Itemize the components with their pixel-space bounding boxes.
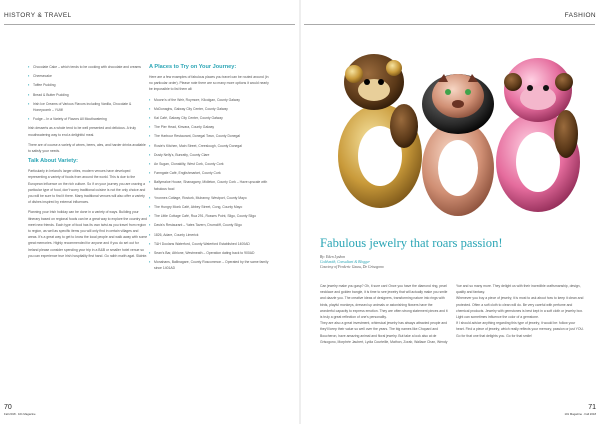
page-number: 71 xyxy=(588,404,596,411)
page-number-right xyxy=(564,404,596,416)
list-item: ▪ Chocolate Cake – which tends to be cooking with chocolate and creams xyxy=(28,64,148,70)
list-item: ▪ Farmgate Café, Englishmarket, County Cork xyxy=(149,170,269,176)
list-item: ▪ Ballymaloe House, Shanagarry, Midleton, County Cork – Have upscale with fabulous food xyxy=(149,179,269,191)
list-item: ▪ Dusty Nelly's, Bunratty, County Clare xyxy=(149,152,269,158)
page-number: 70 xyxy=(4,404,12,411)
list-item: ▪ Toffee Pudding xyxy=(28,82,148,88)
left-column-1 xyxy=(28,64,148,263)
dessert-list xyxy=(28,64,148,122)
publication-line: Fall 2018 · 101 Magazine xyxy=(4,412,36,416)
subheading-places: A Places to Try on Your Journey: xyxy=(149,64,237,70)
list-item: ▪ Bread & Butter Pudding xyxy=(28,92,148,98)
right-column-1: Can jewelry make you gasp? Oh, it sure can! Once you have the diamond ring, pearl necklace and golden bangle, it is time to see jewelry that will actually make you smile and dazzle you. The creative ideas of designers, transforming nature into rings with birds, playful monkeys, dressed up animals or astonishing flowers have the wonderful capacity to express emotion. They are often strong statement pieces and it is truly a great reflection of one's personality. They are also a great investment, whimsical jewelry has always attracted people and they'll keep their value so well over the years. The big names like Chopard and Boucheron, have amazing animal and floral jewelry. But take a look also at de Grisogono, Morphée Jaubert, Lydia Courteille, Mathon, Zorab, Wallace Chan, Wendy xyxy=(320,284,448,344)
list-item: ▪ An Sugan, Clonakilty, West Cork, County Cork xyxy=(149,161,269,167)
list-item: ▪ Davis's Restaurant – Yates Tavern, Drumcliff, County Sligo xyxy=(149,222,269,228)
list-item: ▪ Fudge – In a Variety of Flavors All Mouthwatering xyxy=(28,116,148,122)
list-item: ▪ Moonn's of the Weir, Roymore, Kilcolgan, County Galway xyxy=(149,97,269,103)
golden-monkey-ring xyxy=(338,54,422,208)
list-item: ▪ The Harbour Restaurant, Donegal Town, County Donegal xyxy=(149,133,269,139)
list-item: ▪ Sean's Bar, Athlone, Westmeath – Operation dating back to 900AD xyxy=(149,250,269,256)
list-item: ▪ McDonaghs, Galway City Center, County Galway xyxy=(149,106,269,112)
list-item: ▪ Cheesecake xyxy=(28,73,148,79)
publication-line: 101 Magazine · Fall 2018 xyxy=(564,412,596,416)
paragraph: Irish desserts as a whole tend to be well presented and delicious. A truly mouthwatering way to end a delightful meal. xyxy=(28,126,136,137)
page-number-left xyxy=(4,404,36,416)
list-item: ▪ T&H Doolans Waterford, County Waterford Established 1400AD xyxy=(149,241,269,247)
byline-role: Goldsmith, Consultant & Blogger xyxy=(320,259,370,264)
byline-author: By: Eden Lyshon xyxy=(320,255,346,259)
header-rule-left xyxy=(4,24,295,25)
list-item: ▪ Ynonnes Cottage, Rosturk, Mulranny, Westport, County Mayo xyxy=(149,195,269,201)
paragraph: Planning your Irish holiday can be done in a variety of ways. Building your itinerary based on regional foods can be a great way to explore the country and meet new friends. Each type of food has its own twist as you travel from region to region, as well as specific items you will only find in certain villages and areas. It's a great way to get to know the local people and walk away with some great memories. Highly recommended for anyone and if you do set out for Ireland please consider spending your trip in a B&B or smaller hotel venue so you can experience true Irish hospitality first hand. Go raibh maith agat. Sláinte. xyxy=(28,210,148,258)
byline xyxy=(320,255,384,269)
section-header-left: HISTORY & TRAVEL xyxy=(4,12,72,19)
paragraph: There are of course a variety of wines, beers, ales, and harder drinks available to satisfy your needs. xyxy=(28,142,146,154)
paragraph: Particularly in Ireland's larger cities, modern venues have developed representing a variety of foods from around the world. This is due to the European influence on the rich culture. So if on your journey you are craving a particular type of food, don't worry traditional cuisine is not the only choice and you will be sure to find it there. Many traditional venues will also offer a variety of dishes inspired by external influences. xyxy=(28,169,146,205)
paragraph: Here are a few examples of fabulous places you travel can be routed around (in no particular order). Please note there are so many more options it would nearly be impossible to list them all: xyxy=(149,75,269,92)
list-item: ▪ The Little Cottage Café, Rua 291, Rosses Point, Sligo, County Sligo xyxy=(149,213,269,219)
list-item: ▪ The Hungry Monk Café, Abbey Street, Cong, County Mayo xyxy=(149,204,269,210)
list-item: ▪ The Pier Head, Kinvara, County Galway xyxy=(149,124,269,130)
pink-monkey-ring xyxy=(496,58,580,212)
places-list xyxy=(149,97,269,272)
section-header-right: FASHION xyxy=(564,12,596,19)
right-column-2: Yue and so many more. They delight us with their incredible craftsmanship, design, quality and fantasy. Whenever you buy a piece of jewelry, it is most to ask about how to keep it clean and protected. Often a soft cloth to clean will do. Be very careful with perfume and chemical products. Jewelry with gemstones is best kept in a soft cloth or jewelry box. Light can sometimes influence the color of a gemstone. If I should advice anything regarding this type of jewelry, it would be: follow your heart. Find a piece of jewelry, which really reflects your memory, passion or just YOU. Go for that one that delights you. Go for that smile! xyxy=(456,284,584,338)
right-page xyxy=(300,0,600,424)
list-item: ▪ 1826, Adare, County Limerick xyxy=(149,232,269,238)
list-item: ▪ Rosie's Kitchen, Main Street, Creeslough, County Donegal xyxy=(149,143,269,149)
rose-tiger-ring xyxy=(422,74,494,216)
jewelry-photo xyxy=(308,38,596,228)
list-item: ▪ Kai Café, Galway City Center, County Galway xyxy=(149,115,269,121)
article-title: Fabulous jewelry that roars passion! xyxy=(320,236,503,250)
list-item: ▪ Monahans, Ballinagare, County Roscommon – Operated by the same family since 1401AD xyxy=(149,259,269,271)
subheading-variety: Talk About Variety: xyxy=(28,158,79,165)
byline-courtesy: Courtesy of Frederic Gauss, De Grisogono xyxy=(320,264,384,269)
left-column-2 xyxy=(149,64,269,275)
jewelry-rings-illustration xyxy=(308,38,596,228)
header-rule-right xyxy=(304,24,595,25)
list-item: ▪ Irish Ice Creams of Various Flavors including Vanilla, Chocolate & Honeycomb – YUM! xyxy=(28,101,148,113)
